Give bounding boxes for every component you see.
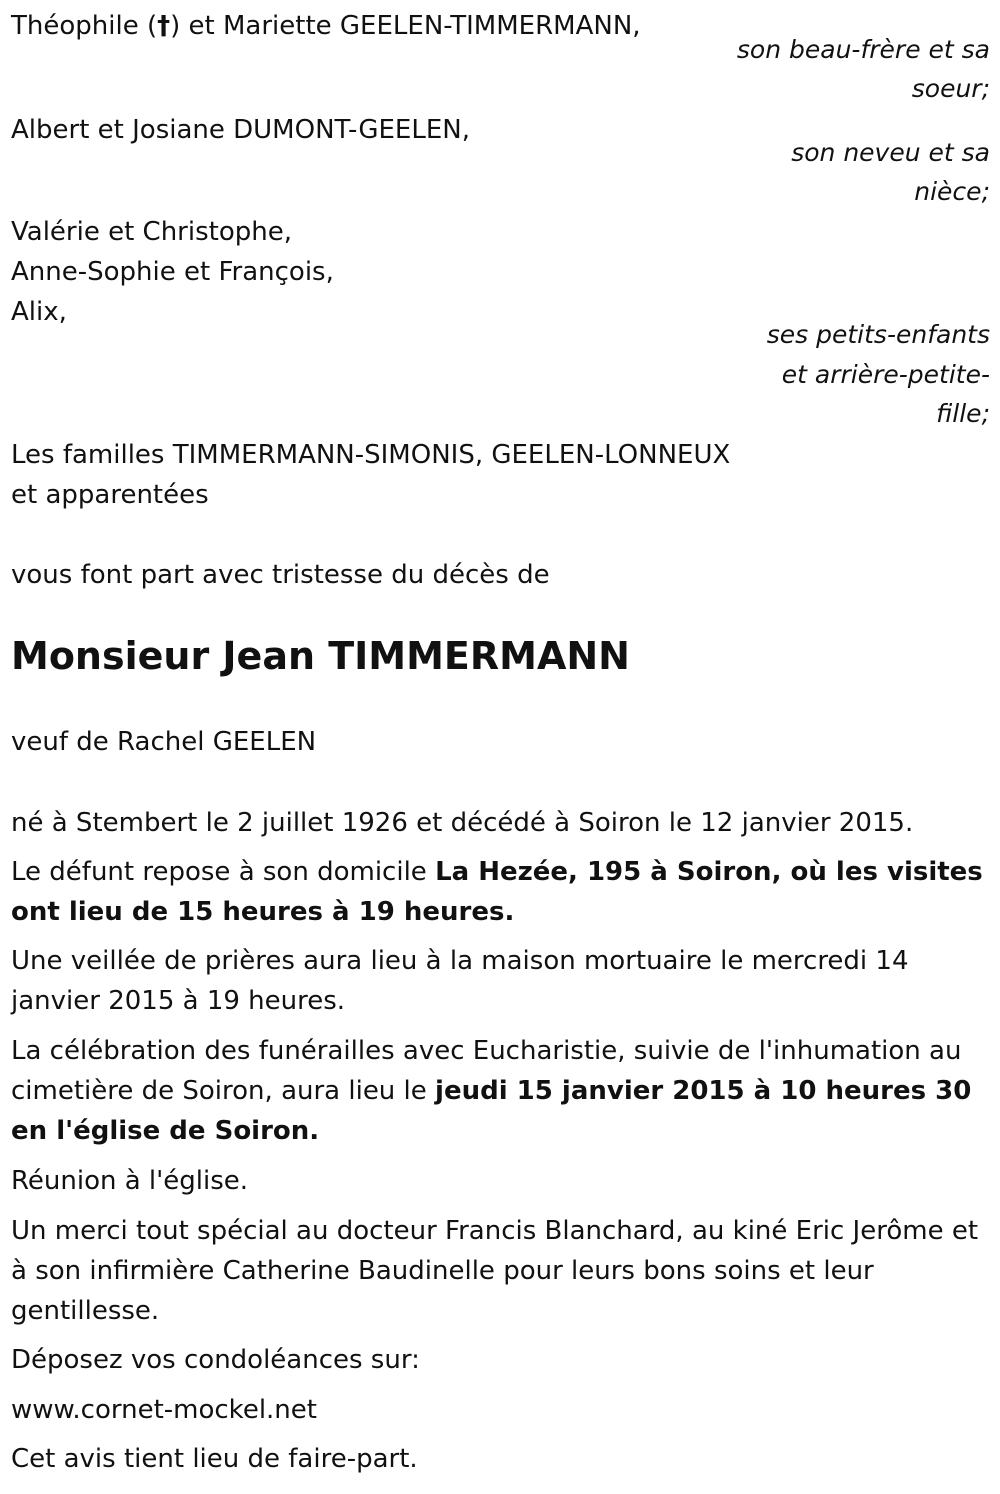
relation-grandchildren-3: fille; [936,399,990,428]
relation-sister-2: soeur; [911,74,990,103]
vigil-paragraph: Une veillée de prières aura lieu à la maison mortuaire le mercredi 14 janvier 2015 à 19 heures. [11,946,909,1016]
relation-grandchildren-1: ses petits-enfants [766,320,990,349]
rest-paragraph [11,852,986,932]
cross-icon: † [157,11,171,41]
funeral-text: La célébration des funérailles avec Eucharistie, suivie de l'inhumation au cimetière de Soiron, aura lieu le [11,1036,962,1106]
condolences-text: Déposez vos condoléances sur: [11,1345,420,1375]
widower-text: veuf de Rachel GEELEN [11,727,317,757]
notice-text: Cet avis tient lieu de faire-part. [11,1444,418,1474]
grandchild-line: Alix, [11,297,67,327]
relation-nephew-1: son neveu et sa [791,138,990,167]
grandchild-line: Anne-Sophie et François, [11,257,334,287]
rest-address: La Hezée, 195 à Soiron, où les visites ont lieu de 15 heures à 19 heures. [11,857,983,927]
relation-grandchildren-2: et arrière-petite- [781,360,990,389]
rest-text: Le défunt repose à son domicile [11,857,436,887]
relation-nephew-2: nièce; [914,177,990,206]
funeral-paragraph [11,1031,986,1151]
family-line-sister-prefix: Théophile ( [11,11,158,41]
website-link[interactable]: www.cornet-mockel.net [11,1395,317,1425]
relation-sister-1: son beau-frère et sa [736,35,990,64]
meeting-text: Réunion à l'église. [11,1166,249,1196]
family-line-nephew: Albert et Josiane DUMONT-GEELEN, [11,115,470,145]
family-line-sister-suffix: ) et Mariette GEELEN-TIMMERMANN, [170,11,641,41]
family-line-sister [11,6,641,46]
birth-death-text: né à Stembert le 2 juillet 1926 et décédé à Soiron le 12 janvier 2015. [11,808,914,838]
deceased-name: Monsieur Jean TIMMERMANN [11,634,630,678]
thanks-paragraph: Un merci tout spécial au docteur Francis Blanchard, au kiné Eric Jerôme et à son infirmière Catherine Baudinelle pour leurs bons soins et leur gentillesse. [11,1216,979,1326]
families-line: Les familles TIMMERMANN-SIMONIS, GEELEN-LONNEUX [11,440,731,470]
grandchild-line: Valérie et Christophe, [11,217,292,247]
funeral-date-place: jeudi 15 janvier 2015 à 10 heures 30 en l'église de Soiron. [11,1076,972,1146]
families-line: et apparentées [11,480,209,510]
announcement-text: vous font part avec tristesse du décès de [11,560,550,590]
